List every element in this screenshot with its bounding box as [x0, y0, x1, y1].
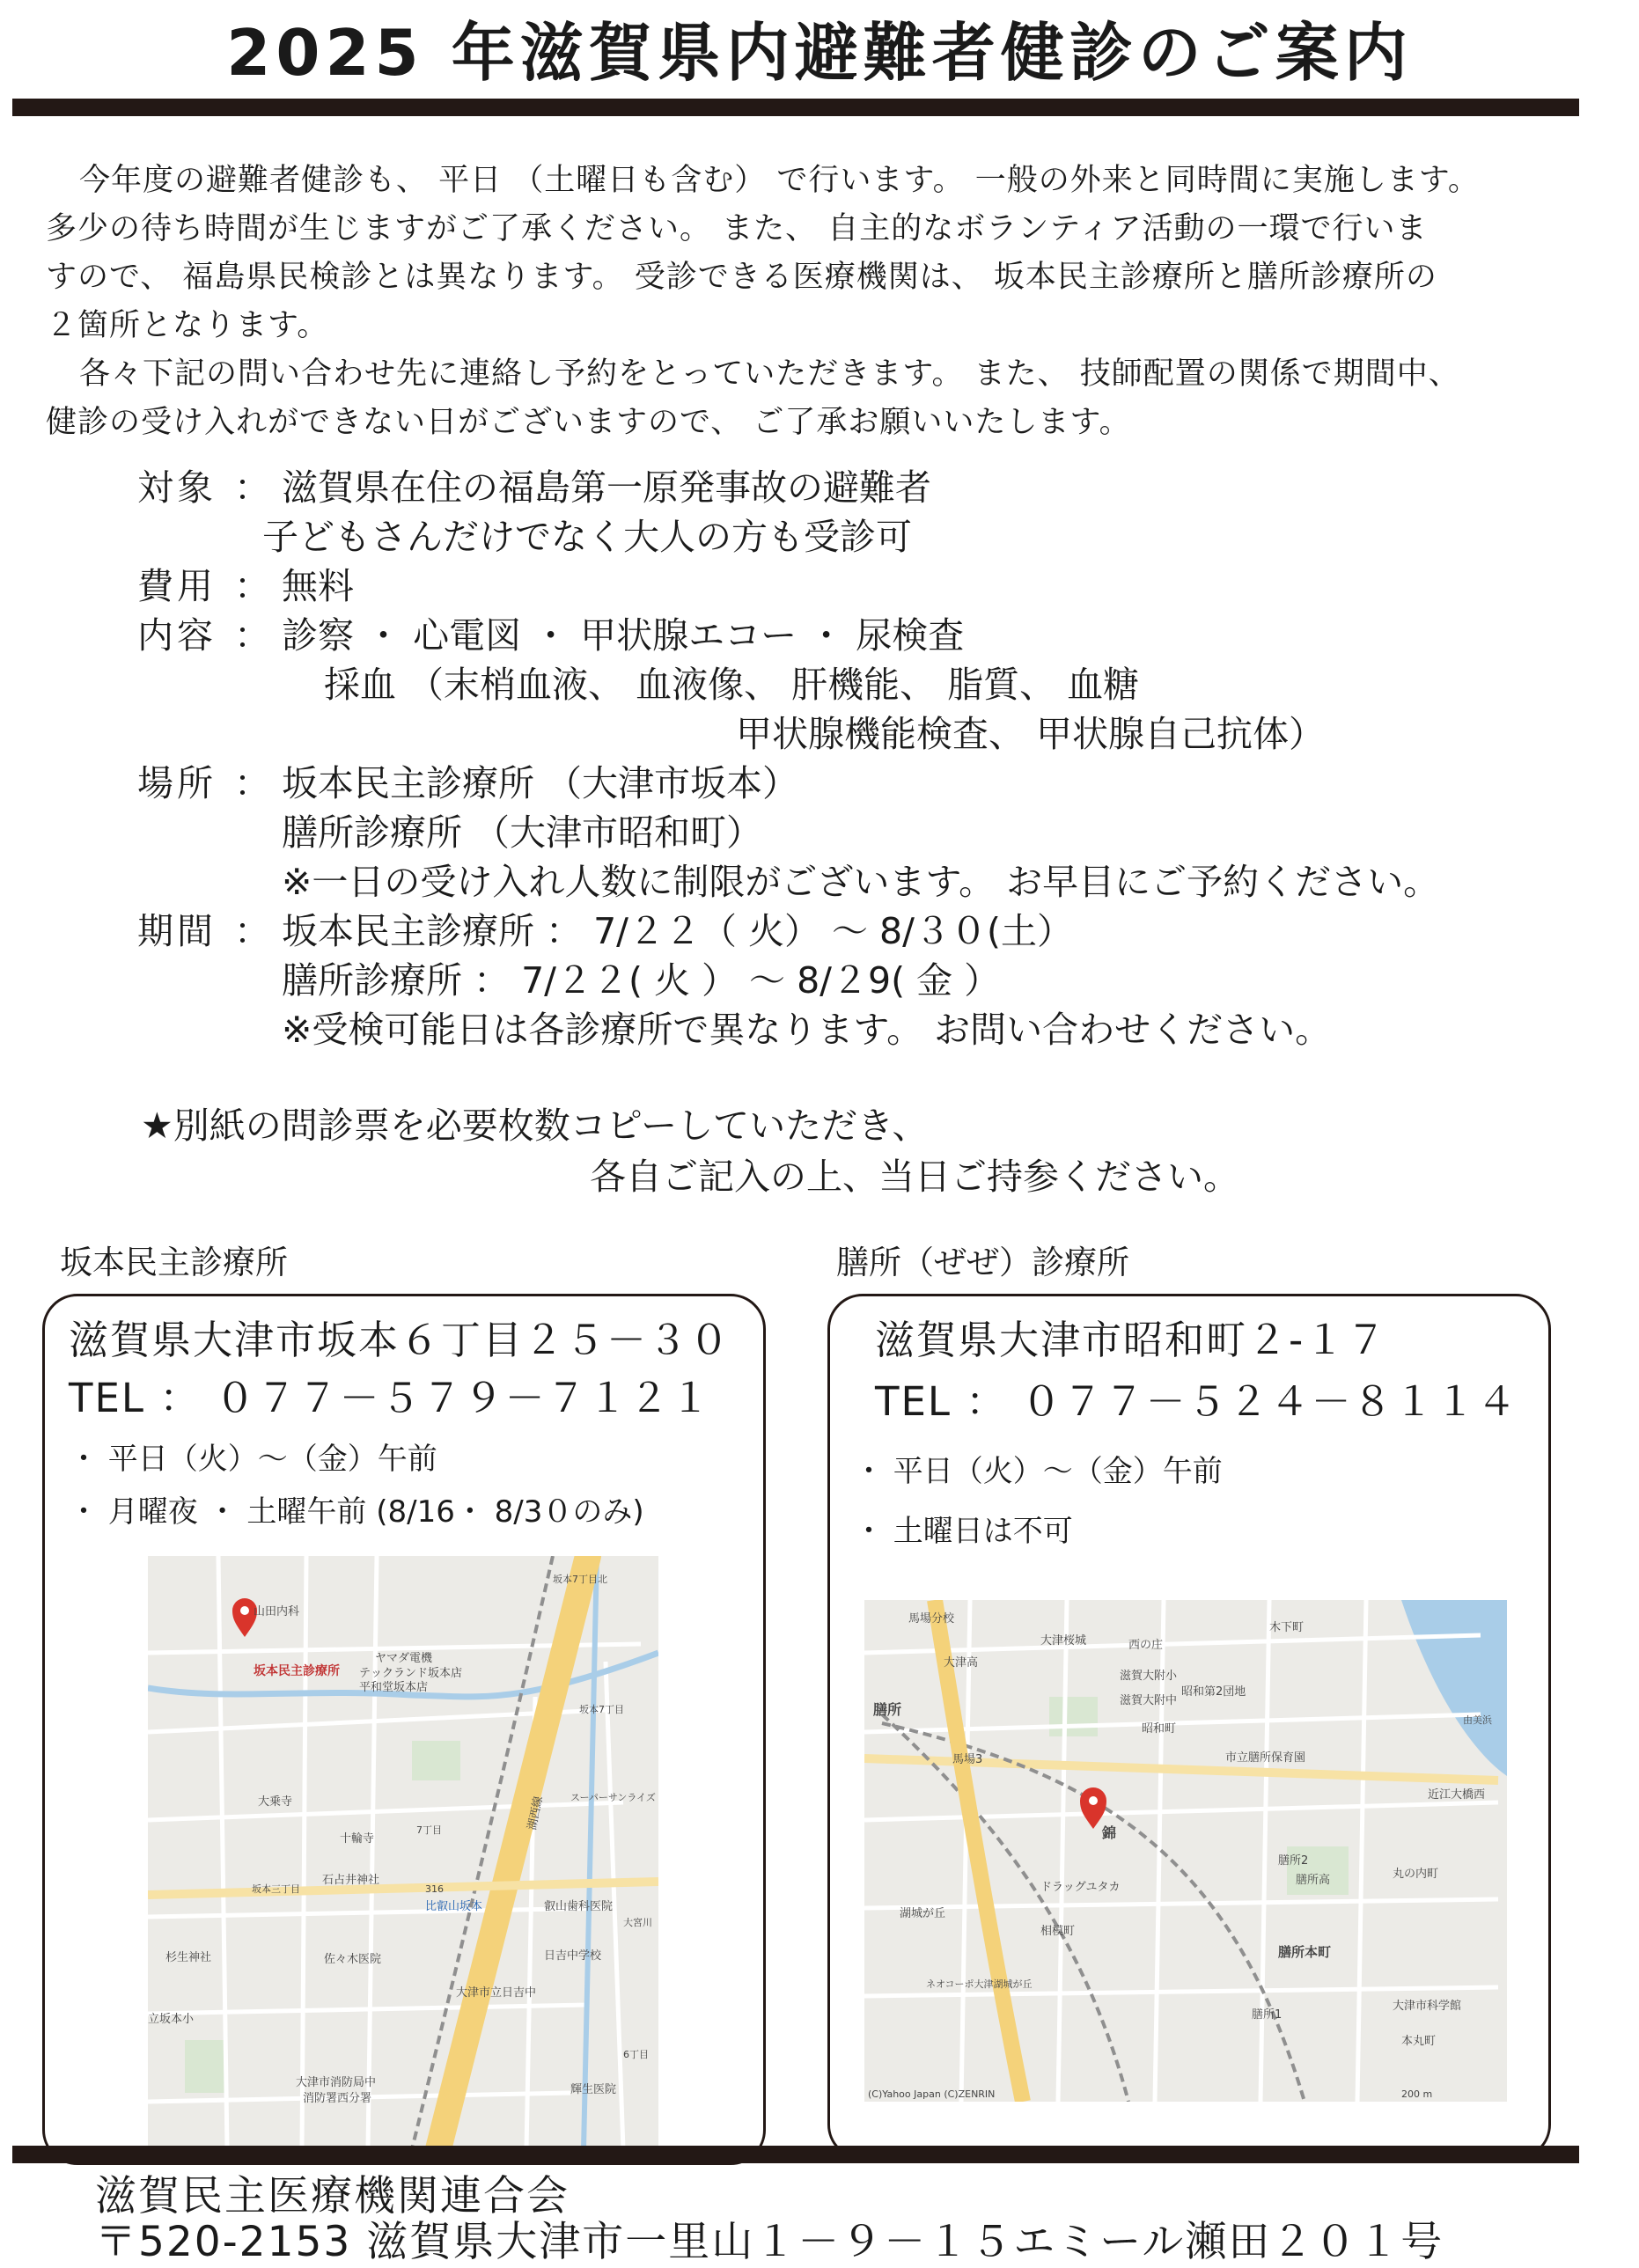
map-label: 滋賀大附小 — [1120, 1670, 1178, 1683]
map-label: 山田内科 — [254, 1605, 300, 1618]
intro-text — [46, 157, 1613, 447]
map-label: 十輪寺 — [340, 1832, 375, 1846]
detail-value: 坂本民主診療所 （大津市坂本） — [282, 762, 799, 804]
detail-colon: ： — [234, 762, 270, 804]
map-label: スーパーサンライズ — [570, 1792, 656, 1803]
detail-value: 滋賀県在住の福島第一原発事故の避難者 — [282, 466, 931, 509]
detail-value: 無料 — [282, 565, 354, 607]
detail-colon: ： — [234, 614, 270, 657]
detail-period — [137, 906, 1439, 956]
intro-line: 健診の受け入れができない日がございますので、 ご了承お願いいたします。 — [46, 405, 1131, 440]
map-label: 馬場分校 — [908, 1612, 955, 1626]
detail-value: 甲状腺機能検査、 甲状腺自己抗体） — [736, 713, 1326, 755]
map-label: 佐々木医院 — [324, 1953, 382, 1966]
intro-line: 多少の待ち時間が生じますがご了承ください。 また、 自主的なボランティア活動の一環で行いま — [46, 211, 1428, 246]
map-label: 7丁目 — [416, 1824, 442, 1836]
detail-label: 対象 — [137, 466, 217, 509]
map-label: 叡山歯科医院 — [544, 1900, 614, 1913]
map-label: 杉生神社 — [165, 1951, 212, 1964]
footer-org: 滋賀民主医療機関連合会 — [95, 2172, 570, 2220]
detail-value: 膳所診療所 ： 7/２２( 火 ） ～ 8/２9( 金 ） — [282, 959, 1001, 1002]
map-label: 比叡山坂本 — [425, 1900, 483, 1913]
intro-line: 今年度の避難者健診も、 平日 （土曜日も含む） で行います。 一般の外来と同時間に実施します。 — [79, 163, 1480, 198]
map-label: 大津桜城 — [1040, 1634, 1087, 1648]
map-label: 大津市消防局中 — [296, 2076, 377, 2089]
detail-label: 期間 — [137, 910, 217, 952]
clinic-tel: TEL ： ０７７－５２４－８１１４ — [875, 1378, 1518, 1425]
map-label: 錦 — [1102, 1824, 1117, 1841]
map-label: 石占井神社 — [322, 1874, 380, 1887]
map-label: 大津高 — [944, 1656, 979, 1670]
clinic-tel: TEL ： ０７７－５７９－７１２１ — [69, 1375, 712, 1421]
map-label: 馬場3 — [952, 1753, 983, 1766]
map-label: テックランド坂本店 — [359, 1667, 463, 1680]
detail-place — [137, 759, 1439, 808]
map-label: 木下町 — [1269, 1621, 1305, 1634]
notice — [141, 1100, 1239, 1202]
intro-line: すので、 福島県民検診とは異なります。 受診できる医療機関は、 坂本民主診療所と膳所診療所の — [46, 260, 1437, 295]
clinic-address: 滋賀県大津市昭和町２-１７ — [875, 1317, 1388, 1363]
map-label: 大津市立日吉中 — [456, 1986, 537, 2000]
map-label: 昭和町 — [1142, 1722, 1177, 1736]
clinic-note: ・ 土曜日は不可 — [854, 1514, 1073, 1549]
detail-colon: ： — [234, 565, 270, 607]
map-label: 湖城が丘 — [900, 1907, 946, 1920]
map-label: 膳所2 — [1278, 1854, 1309, 1868]
map-label: 316 — [425, 1883, 444, 1895]
detail-colon: ： — [234, 910, 270, 952]
notice-line: 各自ご記入の上、当日ご持参ください。 — [590, 1156, 1239, 1198]
detail-value: ※一日の受け入れ人数に制限がございます。 お早目にご予約ください。 — [282, 861, 1440, 903]
map-label: 丸の内町 — [1393, 1868, 1439, 1881]
detail-target — [137, 463, 1439, 512]
map-label: 坂本7丁目 — [579, 1704, 624, 1715]
clinic-note: ・ 月曜夜 ・ 土曜午前 (8/16・ 8/3０のみ) — [69, 1494, 644, 1530]
map-label: 坂本7丁目北 — [553, 1574, 607, 1585]
clinic-heading: 坂本民主診療所 — [60, 1244, 288, 1281]
map-label: 膳所 — [873, 1701, 902, 1718]
detail-value: ※受検可能日は各診療所で異なります。 お問い合わせください。 — [282, 1009, 1332, 1051]
map-label: ドラッグユタカ — [1040, 1881, 1121, 1894]
detail-value: 採血 （末梢血液、 血液像、 肝機能、 脂質、 血糖 — [324, 664, 1140, 706]
detail-value: 坂本民主診療所 ： 7/２２（ 火） ～ 8/３０(土） — [282, 910, 1073, 952]
map-label: 膳所1 — [1252, 2008, 1283, 2022]
map-label: (C)Yahoo Japan (C)ZENRIN — [868, 2088, 996, 2100]
detail-value: 診察 ・ 心電図 ・ 甲状腺エコー ・ 尿検査 — [282, 614, 965, 657]
map-zeze[interactable] — [864, 1600, 1507, 2102]
map-label: 日吉中学校 — [544, 1949, 602, 1963]
map-label: 膳所高 — [1296, 1874, 1331, 1887]
clinic-note: ・ 平日（火）～（金）午前 — [854, 1454, 1223, 1489]
map-label: 平和堂坂本店 — [359, 1681, 429, 1694]
details-list — [137, 463, 1439, 1054]
detail-label: 内容 — [137, 614, 217, 657]
clinic-heading: 膳所（ぜぜ）診療所 — [836, 1244, 1129, 1281]
notice-line: ★別紙の問診票を必要枚数コピーしていただき、 — [141, 1105, 929, 1147]
map-label: 湖西線 — [526, 1795, 547, 1831]
map-label: 立坂本小 — [148, 2013, 195, 2026]
map-label: 200 m — [1401, 2088, 1433, 2100]
map-label: ネオコーポ大津湖城が丘 — [926, 1978, 1033, 1990]
intro-line: 各々下記の問い合わせ先に連絡し予約をとっていただきます。 また、 技師配置の関係で期間中、 — [79, 356, 1460, 392]
map-label: 坂本三丁目 — [252, 1883, 300, 1895]
map-label: 消防署西分署 — [303, 2092, 372, 2105]
detail-content — [137, 611, 1439, 660]
detail-value: 子どもさんだけでなく大人の方も受診可 — [262, 516, 912, 558]
detail-label: 費用 — [137, 565, 217, 607]
map-label: 大宮川 — [623, 1917, 652, 1928]
footer-address: 〒520-2153 滋賀県大津市一里山１－９－１５エミール瀬田２０１号 — [95, 2218, 1444, 2266]
detail-colon: ： — [234, 466, 270, 509]
detail-label: 場所 — [137, 762, 217, 804]
map-label: 坂本民主診療所 — [254, 1664, 340, 1678]
map-sakamoto[interactable] — [148, 1556, 658, 2149]
map-label: 膳所本町 — [1278, 1944, 1332, 1960]
map-label: 西の庄 — [1128, 1639, 1164, 1652]
page-title: 2025 年滋賀県内避難者健診のご案内 — [226, 16, 1413, 90]
clinic-address: 滋賀県大津市坂本６丁目２５－３０ — [69, 1317, 731, 1363]
map-zeze-graphic — [864, 1600, 1507, 2102]
map-sakamoto-graphic — [148, 1556, 658, 2149]
bottom-divider — [12, 2146, 1579, 2163]
map-label: 相模町 — [1040, 1925, 1076, 1938]
map-label: 輝生医院 — [570, 2083, 617, 2096]
map-label: 大津市科学館 — [1393, 2000, 1462, 2013]
map-label: 昭和第2団地 — [1181, 1685, 1246, 1699]
map-label: 由美浜 — [1463, 1714, 1492, 1726]
map-label: ヤマダ電機 — [375, 1652, 433, 1665]
map-label: 本丸町 — [1401, 2035, 1437, 2048]
top-divider — [12, 99, 1579, 116]
intro-line: ２箇所となります。 — [46, 308, 329, 343]
clinic-note: ・ 平日（火）～（金）午前 — [69, 1442, 437, 1477]
detail-cost — [137, 561, 1439, 611]
map-label: 6丁目 — [623, 2049, 649, 2060]
map-label: 市立膳所保育園 — [1225, 1751, 1306, 1765]
detail-value: 膳所診療所 （大津市昭和町） — [282, 811, 763, 854]
map-label: 近江大橋西 — [1428, 1788, 1486, 1802]
map-label: 滋賀大附中 — [1120, 1694, 1178, 1707]
map-label: 大乗寺 — [258, 1795, 293, 1809]
